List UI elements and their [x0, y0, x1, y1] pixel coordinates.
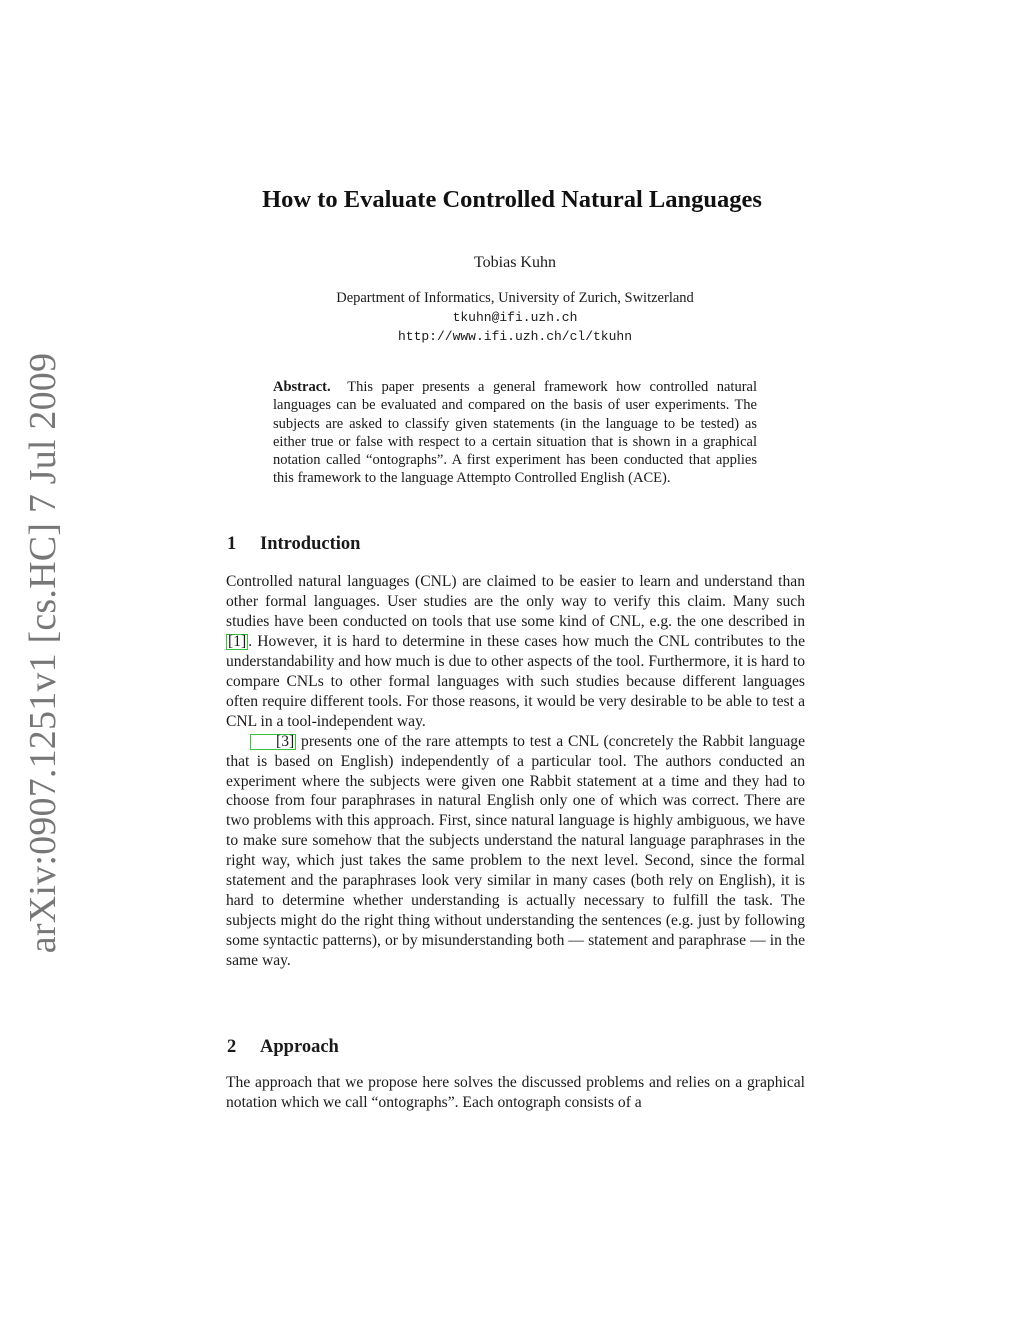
paragraph: [226, 732, 805, 971]
paragraph: [226, 572, 805, 732]
arxiv-id-label: arXiv:0907.1251v1 [cs.HC] 7 Jul 2009: [22, 352, 64, 954]
paragraph-text: presents one of the rare attempts to test a CNL (concretely the Rabbit language that is based on English) independently of a particular tool. The authors conducted an experiment where the subjects were given one Rabbit statement at a time and they had to choose from four paraphrases in natural English only one of which was correct. There are two problems with this approach. First, since natural language is highly ambiguous, we have to make sure somehow that the subjects understand the natural language paraphrases in the right way, which just takes the same problem to the next level. Second, since the formal statement and the paraphrases look very similar in many cases (both rely on English), it is hard to determine whether understanding is actually necessary to fulfill the task. The subjects might do the right thing without understanding the sentences (e.g. just by following some syntactic patterns), or by misunderstanding both — statement and paraphrase — in the same way.: [226, 732, 805, 970]
paragraph-text: Controlled natural languages (CNL) are claimed to be easier to learn and understand than other formal languages. User studies are the only way to verify this claim. Many such studies have been conducted on tools that use some kind of CNL, e.g. the one described in: [226, 573, 805, 630]
section-number: 2: [227, 1037, 237, 1057]
author-url[interactable]: http://www.ifi.uzh.ch/cl/tkuhn: [397, 329, 633, 344]
author-name: Tobias Kuhn: [474, 254, 556, 271]
section-title: Approach: [260, 1037, 339, 1057]
paragraph-text: . However, it is hard to determine in these cases how much the CNL contributes to the understandability and how much is due to other aspects of the tool. Furthermore, it is hard to compare CNLs to other formal languages with such studies because different languages often require different tools. For those reasons, it would be very desirable to be able to test a CNL in a tool-independent way.: [226, 632, 805, 730]
section-heading-introduction: [227, 534, 360, 555]
section-number: 1: [227, 534, 237, 554]
abstract-text: This paper presents a general framework how controlled natural languages can be evaluated and compared on the basis of user experiments. The subjects are asked to classify given statements (in the language to be tested) as either true or false with respect to a certain situation that is shown in a graphical notation called “ontographs”. A first experiment has been conducted that applies this framework to the language Attempto Controlled English (ACE).: [273, 379, 757, 487]
affiliation: Department of Informatics, University of Zurich, Switzerland: [336, 290, 694, 306]
arxiv-side-stamp: [18, 352, 68, 954]
author-email[interactable]: tkuhn@ifi.uzh.ch: [452, 310, 578, 325]
section-heading-approach: [227, 1037, 339, 1058]
approach-body: [226, 1073, 805, 1113]
citation-link[interactable]: [1]: [228, 632, 247, 650]
abstract: [273, 378, 757, 488]
introduction-body: [226, 572, 805, 971]
paper-title: How to Evaluate Controlled Natural Languages: [262, 186, 762, 213]
section-title: Introduction: [260, 534, 361, 554]
paragraph: The approach that we propose here solves the discussed problems and relies on a graphical notation which we call “ontographs”. Each ontograph consists of a: [226, 1074, 805, 1111]
citation-link[interactable]: [3]: [250, 734, 296, 750]
affiliation-block: [0, 289, 1024, 346]
abstract-label: Abstract.: [273, 379, 331, 395]
